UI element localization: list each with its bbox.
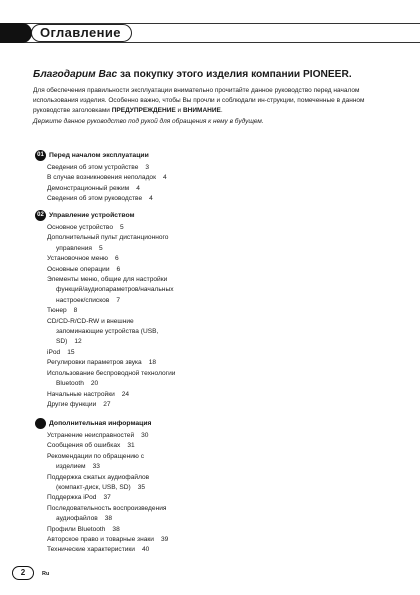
toc-entry-page: 8: [73, 307, 78, 315]
toc-entry-page: 24: [121, 390, 130, 398]
section-title: Дополнительная информация: [49, 420, 152, 427]
toc-entry-label-continued: функций/аудиопараметров/начальных: [56, 286, 174, 294]
toc-entry-page: 37: [103, 494, 111, 502]
toc-entry[interactable]: [47, 223, 365, 233]
toc-entry[interactable]: [47, 265, 365, 275]
toc-entry-label: Устранение неисправностей: [47, 432, 135, 439]
intro-para-1: Для обеспечения правильности эксплуатации внимательно прочитайте данное руководство перед началом использования изделия. Особенно важно, чтобы Вы прочли и соблюдали ин-струкции, помеченные в данном руководстве заголовками: [33, 87, 365, 115]
toc-entry-page: 4: [149, 195, 153, 203]
language-label: Ru: [42, 571, 50, 577]
toc-entry-page: 33: [92, 463, 100, 471]
toc-entry-page: 4: [162, 174, 167, 182]
toc-entry-label: Демонстрационный режим: [47, 184, 130, 192]
toc-entry-label-continued: запоминающие устройства (USB,: [56, 328, 159, 336]
toc-entry[interactable]: [47, 452, 365, 473]
toc-entry-page: 6: [114, 255, 119, 263]
toc-entry-label: Технические характеристики: [47, 546, 135, 554]
attention-label: ВНИМАНИЕ: [182, 107, 221, 115]
toc-entry-label-continued: настроек/списков 7: [56, 296, 120, 304]
toc-entry-page: 35: [137, 484, 146, 492]
page-number: 2: [12, 566, 34, 580]
toc-entry-page: 6: [116, 265, 121, 273]
toc-entry[interactable]: [47, 163, 365, 173]
toc-entry-label: Поддержка iPod: [47, 494, 97, 502]
toc-entry-label: Регулировки параметров звука: [47, 359, 142, 367]
toc-entry[interactable]: [47, 535, 365, 545]
intro-title-rest: за покупку этого изделия компании PIONEER.: [117, 69, 352, 80]
toc-entry-label: Последовательность воспроизведения: [47, 504, 167, 512]
toc-entry-page: 4: [136, 184, 140, 192]
toc-entry-label: Сведения об этом устройстве: [47, 164, 139, 171]
toc-entry-page: 12: [74, 338, 82, 346]
toc-entry-page: 40: [141, 546, 150, 554]
toc-entry-page: 3: [145, 164, 150, 171]
section-title: Перед началом эксплуатации: [49, 152, 149, 159]
toc-entry-page: 31: [127, 442, 135, 450]
section-number-badge: [35, 418, 46, 429]
and-text: и: [175, 107, 183, 115]
toc-entry[interactable]: [47, 173, 365, 183]
toc-entry-label: Сообщения об ошибках: [47, 442, 121, 450]
toc-entry-label-continued: изделием 33: [56, 463, 100, 471]
intro-paragraph: [33, 86, 403, 127]
toc-entry-label: Сведения об этом руководстве: [47, 195, 143, 203]
toc-entry-page: 38: [104, 515, 113, 523]
toc-section: [35, 210, 365, 410]
toc-entry[interactable]: [47, 400, 365, 410]
toc-items: [47, 223, 365, 410]
toc-entry-label-continued: управления 5: [56, 244, 103, 252]
toc-entry[interactable]: [47, 390, 365, 400]
toc-entry-label: В случае возникновения неполадок: [47, 174, 156, 182]
toc-entry-label: Профили Bluetooth: [47, 525, 106, 533]
toc-entry[interactable]: [47, 348, 365, 358]
section-title: Управление устройством: [49, 212, 135, 219]
toc-entry[interactable]: [47, 194, 365, 204]
toc-entry-page: 15: [67, 348, 75, 356]
para-end: .: [220, 107, 223, 115]
toc-entry[interactable]: [47, 369, 365, 390]
toc-entry[interactable]: [47, 358, 365, 368]
toc-entry-label-continued: SD) 12: [56, 338, 82, 346]
toc-entry-label-continued: аудиофайлов 38: [56, 515, 113, 523]
toc-entry-label: Основные операции: [47, 265, 110, 273]
toc-entry-label: Другие функции: [47, 400, 97, 408]
toc-entry[interactable]: [47, 493, 365, 503]
section-number-badge: 01: [35, 150, 46, 161]
toc-entry-page: 39: [160, 536, 169, 544]
toc-entry-page: 18: [148, 359, 157, 367]
toc-entry-page: 20: [90, 380, 99, 388]
toc-entry[interactable]: [47, 306, 365, 316]
toc-section: [35, 150, 365, 205]
toc-section-header: [35, 210, 365, 221]
toc-entry-label: iPod: [47, 348, 61, 356]
warning-label: ПРЕДУПРЕЖДЕНИЕ: [111, 107, 176, 115]
toc-entry-label: Установочное меню: [47, 255, 108, 263]
toc-entry[interactable]: [47, 504, 365, 525]
intro-title-italic: Благодарим Вас: [33, 69, 118, 80]
toc-entry[interactable]: [47, 473, 365, 494]
intro-para-2: Держите данное руководство под рукой для обращения к нему в будущем.: [33, 117, 264, 125]
toc-entry-label: Поддержка сжатых аудиофайлов: [47, 473, 150, 481]
toc-entry[interactable]: [47, 233, 365, 254]
toc-entry-label: Рекомендации по обращению с: [47, 452, 144, 460]
toc-entry-label: Использование беспроводной технологии: [47, 369, 176, 377]
toc-section-header: [35, 418, 365, 429]
toc-entry[interactable]: [47, 545, 365, 555]
toc-entry-label: Дополнительный пульт дистанционного: [47, 234, 169, 242]
header-tab: [0, 23, 32, 43]
toc-section-header: [35, 150, 365, 161]
toc-entry[interactable]: [47, 431, 365, 441]
page-title: Оглавление: [31, 24, 132, 42]
toc-entry[interactable]: [47, 184, 365, 194]
toc-entry-page: 38: [112, 525, 120, 533]
toc-entry-label: Элементы меню, общие для настройки: [47, 276, 168, 284]
toc-entry-page: 5: [98, 244, 103, 252]
toc-items: [47, 163, 365, 205]
toc-entry-label: Авторское право и товарные знаки: [47, 536, 154, 544]
toc-entry-label-continued: Bluetooth 20: [56, 380, 99, 388]
toc-entry-label-continued: (компакт-диск, USB, SD) 35: [56, 484, 146, 492]
toc-entry[interactable]: [47, 525, 365, 535]
toc-entry[interactable]: [47, 275, 365, 306]
toc-entry-page: 27: [103, 400, 111, 408]
toc-entry-label: Начальные настройки: [47, 390, 115, 398]
toc-section: [35, 418, 365, 556]
toc-entry-label: CD/CD-R/CD-RW и внешние: [47, 317, 134, 325]
toc-entry[interactable]: [47, 441, 365, 451]
toc-entry-label: Тюнер: [47, 307, 67, 315]
toc-entry-label: Основное устройство: [47, 224, 114, 231]
toc-items: [47, 431, 365, 556]
toc-entry-page: 7: [116, 296, 120, 304]
toc-entry[interactable]: [47, 254, 365, 264]
section-number-badge: 02: [35, 210, 46, 221]
toc-entry-page: 5: [120, 224, 124, 231]
toc-entry-page: 30: [141, 432, 149, 439]
intro-title: [33, 69, 403, 80]
toc-entry[interactable]: [47, 317, 365, 348]
